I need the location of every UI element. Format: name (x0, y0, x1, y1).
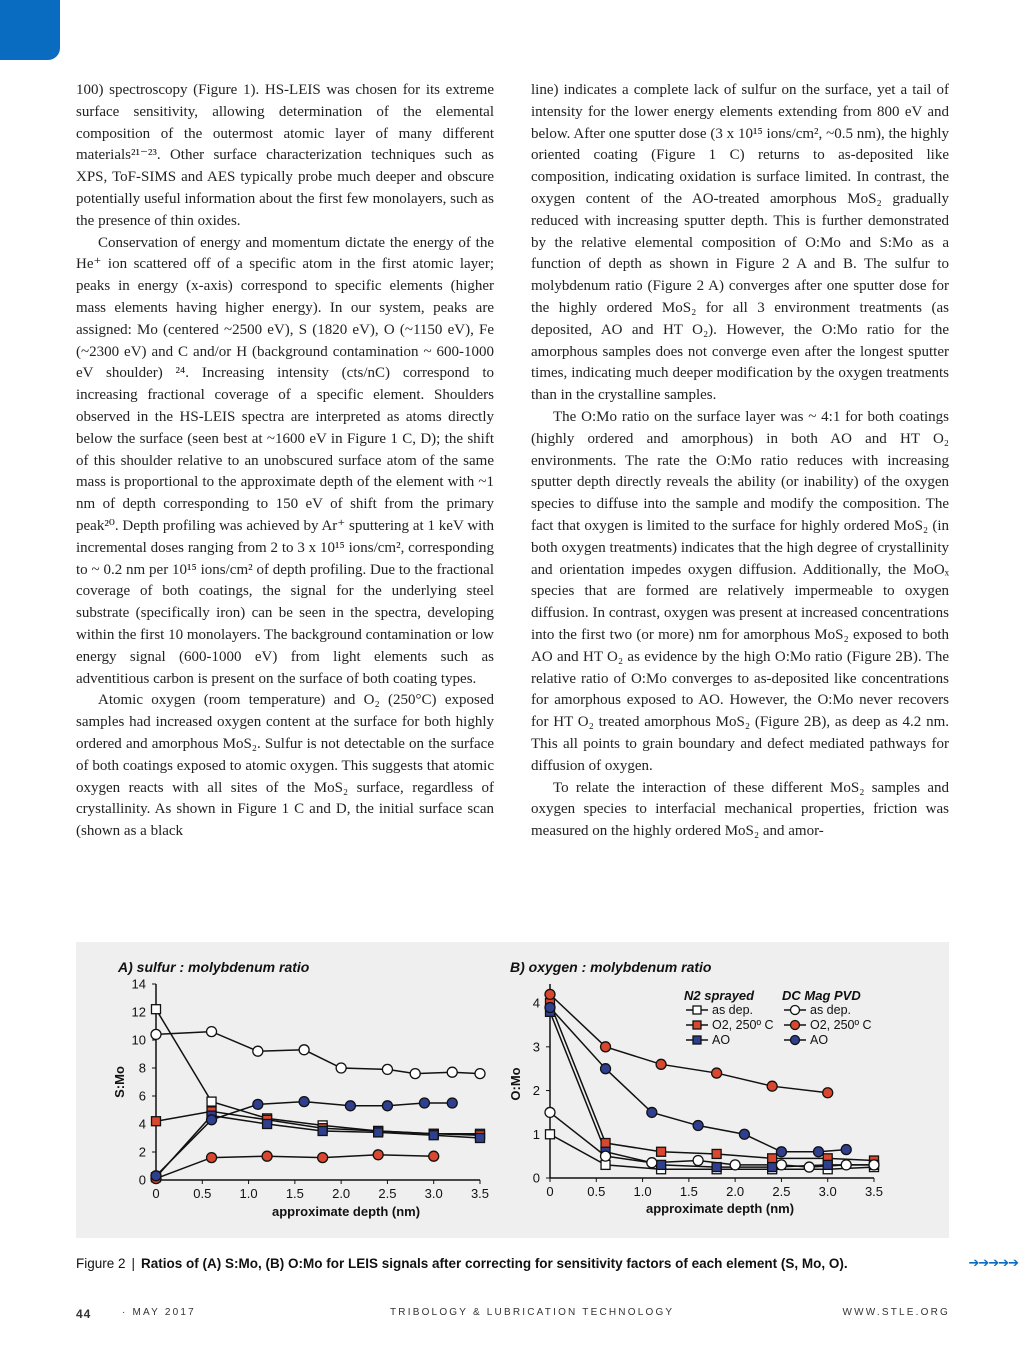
chart-b-title: B) oxygen : molybdenum ratio (510, 959, 712, 975)
chart-b-point-s3 (869, 1160, 879, 1170)
legend-marker (693, 1006, 701, 1014)
chart-b-point-s5 (776, 1147, 786, 1157)
chart-a-point-s0 (152, 1005, 161, 1014)
chart-a-point-s4 (207, 1153, 217, 1163)
chart-b-ylabel: O:Mo (508, 1067, 523, 1101)
paragraph: 100) spectroscopy (Figure 1). HS-LEIS was chosen for its extreme surface sensitivity, allowing determination of the elemental composition of the outermost atomic layer of many different materials²¹⁻²³. Other surface characterization techniques such as XPS, ToF-SIMS and AES typically probe much deeper and obscure potentially useful information about the first few monolayers, such as the presence of thin oxides. (76, 82, 494, 229)
chart-b-ytick-label: 1 (532, 1126, 540, 1142)
figure-2 (76, 942, 949, 1238)
text-column-right (531, 80, 949, 843)
figure-caption (76, 1256, 848, 1271)
chart-a-point-s2 (374, 1128, 383, 1137)
chart-b-xtick-label: 2.5 (772, 1184, 791, 1199)
chart-a-xtick-label: 2.0 (332, 1186, 351, 1201)
caption-label: Figure 2 (76, 1256, 126, 1271)
footer-page-number: 44 (76, 1307, 92, 1321)
chart-b-ytick-label: 4 (532, 995, 540, 1011)
chart-a-point-s5 (151, 1171, 161, 1181)
chart-a-series (151, 1005, 485, 1184)
chart-b-point-s5 (841, 1145, 851, 1155)
chart-a-ytick-label: 0 (138, 1172, 146, 1188)
legend-marker (693, 1036, 701, 1044)
section-tab (0, 0, 60, 60)
chart-b-xtick-label: 1.5 (679, 1184, 698, 1199)
chart-a-point-s3 (299, 1045, 309, 1055)
chart-b-xtick-label: 3.5 (864, 1184, 884, 1199)
chart-a-point-s4 (429, 1151, 439, 1161)
chart-b-xtick-label: 3.0 (818, 1184, 837, 1199)
chart-b-xtick-label: 0 (546, 1184, 554, 1199)
chart-a-point-s4 (373, 1150, 383, 1160)
chart-a-xtick-label: 0 (152, 1186, 160, 1201)
legend-group-n2: N2 sprayed (684, 988, 755, 1003)
chart-b-point-s2 (712, 1163, 721, 1172)
legend-rows (686, 1003, 872, 1047)
chart-b-ytick-label: 3 (532, 1039, 540, 1055)
chart-a-xtick-label: 3.5 (470, 1186, 490, 1201)
chart-b-point-s1 (657, 1147, 666, 1156)
legend-label: AO (712, 1033, 731, 1047)
chart-a-series-line-0 (156, 1009, 480, 1134)
chart-b-xtick-label: 1.0 (633, 1184, 652, 1199)
chart-a-point-s5 (447, 1098, 457, 1108)
chart-b-xtick-label: 0.5 (587, 1184, 606, 1199)
chart-b-point-s3 (841, 1160, 851, 1170)
chart-a-point-s5 (345, 1101, 355, 1111)
paragraph: The O:Mo ratio on the surface layer was ~ 4:1 for both coatings (highly ordered and amorphous) in both AO and HT O₂ environments. The rate the O:Mo ratio reduces with increasing sputter depth directly reveals the ability (or inability) of the oxygen species to diffuse into the sample and modify the composition. The fact that oxygen is limited to the surface for highly ordered MoS₂ (in both oxygen treatments) indicates that the high degree of crystallinity and orientation impedes oxygen diffusion. Additionally, the MoOₓ species that are formed are relatively impermeable to oxygen diffusion. In contrast, oxygen was present at increased concentrations into the first two (or more) nm for amorphous MoS₂ exposed to both AO and HT O₂ as evidence by the high O:Mo ratio (Figure 2B). The relative ratio of O:Mo converges to as-deposited like concentrations for amorphous exposed to AO. However, the O:Mo never recovers for HT O₂ treated amorphous MoS₂ (Figure 2B), as deep as 4.2 nm. This all points to grain boundary and defect mediated pathways for diffusion of oxygen. (531, 408, 949, 774)
chart-a-point-s2 (263, 1120, 272, 1129)
chart-b-point-s5 (693, 1121, 703, 1131)
chart-b-point-s1 (601, 1139, 610, 1148)
chart-a-point-s2 (476, 1134, 485, 1143)
chart-a-ytick-label: 10 (131, 1032, 146, 1048)
chart-a-ytick-label: 2 (138, 1144, 146, 1160)
chart-a-point-s5 (382, 1101, 392, 1111)
chart-a-xtick-label: 0.5 (193, 1186, 212, 1201)
chart-b-point-s4 (601, 1042, 611, 1052)
chart-b-legend (684, 988, 872, 1047)
chart-a-ytick-label: 8 (138, 1060, 146, 1076)
chart-a-point-s4 (318, 1153, 328, 1163)
chart-b-point-s4 (656, 1059, 666, 1069)
chart-b-point-s5 (601, 1064, 611, 1074)
chart-b-point-s5 (545, 1002, 555, 1012)
chart-b-point-s2 (657, 1160, 666, 1169)
chart-a-point-s2 (429, 1131, 438, 1140)
legend-label: AO (810, 1033, 829, 1047)
chart-a-xlabel: approximate depth (nm) (272, 1204, 421, 1219)
chart-b-series-line-4 (550, 994, 828, 1092)
chart-b-xlabel: approximate depth (nm) (646, 1201, 795, 1216)
chart-b-point-s0 (546, 1130, 555, 1139)
chart-b-point-s5 (739, 1129, 749, 1139)
chart-a-xtick-label: 1.0 (239, 1186, 258, 1201)
chart-b-point-s3 (804, 1162, 814, 1172)
chart-a-series-line-4 (156, 1155, 434, 1179)
chart-a-point-s3 (475, 1069, 485, 1079)
chart-b-point-s3 (693, 1156, 703, 1166)
chart-a-point-s3 (207, 1027, 217, 1037)
chart-a-title: A) sulfur : molybdenum ratio (118, 959, 310, 975)
legend-label: O2, 250º C (810, 1018, 872, 1032)
legend-marker (791, 1006, 800, 1015)
chart-a-series-line-3 (156, 1032, 480, 1074)
footer-site: WWW.STLE.ORG (842, 1307, 950, 1318)
legend-label: as dep. (712, 1003, 754, 1017)
text-column-left (76, 80, 494, 843)
paragraph: line) indicates a complete lack of sulfur on the surface, yet a tail of intensity for the lower energy elements extending from 800 eV and below. After one sputter dose (3 x 10¹⁵ ions/cm², ~0.5 nm), the highly oriented coating (Figure 1 C) returns to as-deposited like composition, indicating oxidation is surface limited. In contrast, the oxygen content of the AO-treated amorphous MoS₂ gradually reduced with increasing sputter depth. This is further demonstrated by the relative elemental composition of O:Mo and S:Mo as a function of depth as shown in Figure 2 A and B. The sulfur to molybdenum ratio (Figure 2 A) converges after one sputter dose for the highly ordered MoS₂ for all 3 environment treatments (as deposited, AO and HT O₂). However, the O:Mo ratio for the amorphous samples does not converge even after the longest sputter times, indicating much deeper modification by the oxygen treatments than in the crystalline samples. (531, 82, 949, 404)
legend-marker (791, 1021, 800, 1030)
chart-a-point-s3 (253, 1046, 263, 1056)
legend-marker (791, 1036, 800, 1045)
footer-date: · MAY 2017 (122, 1307, 196, 1318)
chart-b-point-s3 (545, 1107, 555, 1117)
chart-b-xtick-label: 2.0 (726, 1184, 745, 1199)
chart-b-ytick-label: 2 (532, 1083, 540, 1099)
chart-b (508, 959, 883, 1216)
chart-a-ylabel: S:Mo (112, 1066, 127, 1098)
caption-separator: | (131, 1256, 136, 1271)
chart-a-xtick-label: 2.5 (378, 1186, 397, 1201)
legend-group-dcmag: DC Mag PVD (782, 988, 861, 1003)
chart-a-xtick-label: 1.5 (285, 1186, 304, 1201)
legend-label: as dep. (810, 1003, 852, 1017)
chart-b-point-s4 (823, 1088, 833, 1098)
chart-b-point-s3 (601, 1151, 611, 1161)
chart-b-point-s2 (823, 1160, 832, 1169)
chart-b-point-s1 (712, 1149, 721, 1158)
chart-a-point-s0 (207, 1097, 216, 1106)
chart-a-point-s3 (151, 1029, 161, 1039)
chart-a-point-s3 (336, 1063, 346, 1073)
caption-text: Ratios of (A) S:Mo, (B) O:Mo for LEIS signals after correcting for sensitivity factors of each element (S, Mo, O). (141, 1256, 848, 1271)
paragraph: To relate the interaction of these different MoS₂ samples and oxygen species to interfacial mechanical properties, friction was measured on the highly ordered MoS₂ and amor- (531, 779, 949, 840)
chart-a-ytick-label: 14 (131, 976, 146, 992)
chart-a (112, 959, 489, 1219)
chart-a-ytick-label: 12 (131, 1004, 146, 1020)
chart-a-point-s5 (419, 1098, 429, 1108)
chart-b-point-s3 (776, 1160, 786, 1170)
chart-b-point-s3 (647, 1158, 657, 1168)
chart-a-point-s5 (299, 1097, 309, 1107)
chart-b-point-s5 (647, 1107, 657, 1117)
chart-a-xtick-label: 3.0 (424, 1186, 443, 1201)
chart-b-point-s4 (767, 1081, 777, 1091)
chart-a-point-s5 (207, 1115, 217, 1125)
chart-a-ytick-label: 6 (138, 1088, 146, 1104)
footer-journal: TRIBOLOGY & LUBRICATION TECHNOLOGY (390, 1307, 675, 1318)
legend-marker (693, 1021, 701, 1029)
continue-arrows: ➔➔➔➔➔ (968, 1256, 1018, 1271)
chart-a-point-s4 (262, 1151, 272, 1161)
chart-a-point-s5 (253, 1099, 263, 1109)
chart-b-point-s4 (545, 989, 555, 999)
chart-b-point-s1 (768, 1154, 777, 1163)
paragraph: Conservation of energy and momentum dictate the energy of the He⁺ ion scattered off of a specific atom in the first atomic layer; peaks in energy (x-axis) correspond to specific elements (higher mass elements having higher energy). In our system, peaks are assigned: Mo (centered ~2500 eV), S (1820 eV), O (~1150 eV), Fe (~2300 eV) and C and/or H (background contamination ~ 600-1000 eV shoulder) ²⁴. Increasing intensity (cts/nC) correspond to increasing fractional coverage of a specific element. Shoulders observed in the HS-LEIS spectra are interpreted as atoms directly below the surface (seen best at ~1600 eV in Figure 1 C, D); the shift of this shoulder relative to an unobscured surface atom of the same mass is proportional to the approximate depth of the element with ~1 nm of depth corresponding to 150 eV of shift from the primary peak²⁰. Depth profiling was achieved by Ar⁺ sputtering at 1 keV with incremental doses ranging from 2 to 3 x 10¹⁵ ions/cm², corresponding to ~ 0.2 nm per 10¹⁵ ions/cm² of depth profiling. Due to the fractional coverage of both coatings, the signal for the underlying steel substrate (specifically iron) can be seen in the spectra, developing within the first 10 monolayers. The background contamination or low energy signal (600-1000 eV) from light elements such as adventitious carbon is present on the surface of both coating types. (76, 234, 494, 687)
chart-b-point-s2 (768, 1163, 777, 1172)
legend-label: O2, 250º C (712, 1018, 774, 1032)
chart-a-point-s3 (447, 1067, 457, 1077)
chart-a-point-s2 (318, 1127, 327, 1136)
chart-a-point-s1 (152, 1117, 161, 1126)
chart-a-point-s3 (410, 1069, 420, 1079)
chart-b-ytick-label: 0 (532, 1170, 540, 1186)
chart-b-point-s5 (813, 1147, 823, 1157)
chart-a-ytick-label: 4 (138, 1116, 146, 1132)
chart-a-point-s3 (382, 1064, 392, 1074)
figure-svg (76, 942, 949, 1238)
paragraph: Atomic oxygen (room temperature) and O₂ (250°C) exposed samples had increased oxygen content at the surface for both highly ordered and amorphous MoS₂. Sulfur is not detectable on the surface of both coatings exposed to atomic oxygen. This suggests that atomic oxygen reacts with all sites of the MoS₂ surface, regardless of crystallinity. As shown in Figure 1 C and D, the initial surface scan (shown as a black (76, 692, 494, 840)
chart-b-point-s3 (730, 1160, 740, 1170)
chart-b-point-s4 (712, 1068, 722, 1078)
